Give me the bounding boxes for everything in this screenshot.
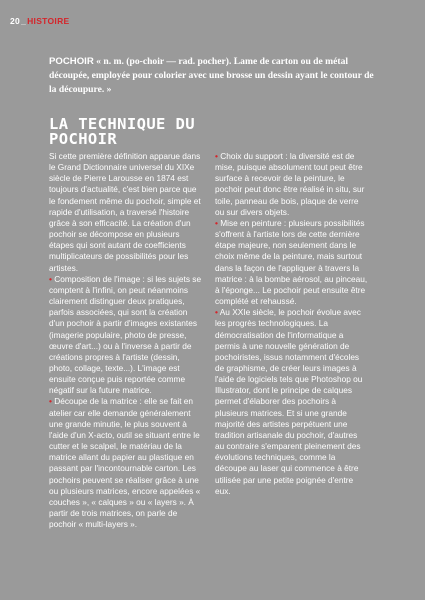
paragraph-xxie — [215, 307, 368, 497]
right-column — [215, 151, 368, 497]
bullet-marker: • — [215, 151, 218, 161]
running-header — [10, 16, 69, 26]
definition-text: « n. m. (po-choir — rad. pocher). Lame de carton ou de métal découpée, employée pour colorier avec une brosse un dessin ayant le contour de la découpure. » — [49, 56, 374, 95]
paragraph-support-text: Choix du support : la diversité est de mise, puisque absolument tout peut être surface à recevoir de la peinture, le pochoir peut donc être réalisé in situ, sur toile, panneau de bois, plaque de verre ou sur divers objets. — [215, 151, 365, 217]
paragraph-decoupe — [49, 396, 202, 530]
left-column — [49, 151, 202, 530]
paragraph-peinture-text: Mise en peinture : plusieurs possibilités s'offrent à l'artiste lors de cette dernière étape majeure, non seulement dans le choix même de la peinture, mais surtout dans la façon de l'appliquer à travers la matrice : à la bombe aérosol, au pinceau, à l'éponge... Le pochoir peut ensuite être complété et rehaussé. — [215, 217, 368, 307]
paragraph-peinture — [215, 218, 368, 307]
bullet-marker: • — [215, 307, 218, 318]
paragraph-xxie-text: Au XXIe siècle, le pochoir évolue avec les progrès technologiques. La démocratisation de l'informatique a permis à une nouvelle génération de pochoiristes, issus notamment d'écoles de graphisme, de créer leurs images à l'aide de logiciels tels que Photoshop ou Illustrator, dont le principe de calques permet d'élaborer des pochoirs à plusieurs matrices. Et si une grande majorité des artistes perpétuent une tradition artisanale du pochoir, d'autres au contraire s'emparent pleinement des évolutions techniques, comme la découpe au laser qui commence à être utilisée par une petite poignée d'entre eux. — [215, 307, 363, 496]
paragraph-decoupe-text: Découpe de la matrice : elle se fait en atelier car elle demande généralement une grande minutie, le plus souvent à l'aide d'un X-acto, outil se situant entre le cutter et le scalpel, le matériau de la matrice allant du papier au plastique en passant par l'incontournable carton. Les pochoirs peuvent se réaliser grâce à une ou plusieurs matrices, encore appelées « couches », « calques » ou « layers ». À partir de trois matrices, on parle de pochoir « multi-layers ». — [49, 396, 201, 530]
intro-paragraph: Si cette première définition apparue dans le Grand Dictionnaire universel du XIXe siècle de Pierre Larousse en 1874 est toujours d'actualité, c'est bien parce que le fondement même du pochoir, simple et rapide d'utilisation, a traversé l'histoire grâce à son efficacité. La création d'un pochoir se décompose en plusieurs étapes qui sont autant de coefficients multiplicateurs de possibilités pour les artistes. — [49, 151, 201, 273]
bullet-marker: • — [49, 396, 52, 407]
paragraph-composition-text: Composition de l'image : si les sujets se comptent à l'infini, on peut néanmoins clairement distinguer deux pratiques, parfois associées, qui sont la création d'un pochoir à partir d'images existantes (imagerie populaire, photo de presse, œuvre d'art...) ou à l'inverse à partir de créations propres à l'artiste (dessin, photo, collage, texte...). L'image est ensuite conçue puis reportée comme négatif sur la future matrice. — [49, 273, 202, 396]
section-label: HISTOIRE — [27, 16, 70, 26]
definition-term: POCHOIR — [49, 56, 94, 67]
dictionary-definition — [49, 55, 379, 97]
bullet-marker: • — [215, 217, 218, 228]
paragraph-support — [215, 151, 368, 218]
article-title: LA TECHNIQUE DU POCHOIR — [49, 115, 195, 148]
paragraph-composition — [49, 274, 202, 397]
page-number: 20 — [10, 16, 21, 26]
header-separator: _ — [21, 16, 27, 26]
bullet-marker: • — [49, 273, 52, 284]
